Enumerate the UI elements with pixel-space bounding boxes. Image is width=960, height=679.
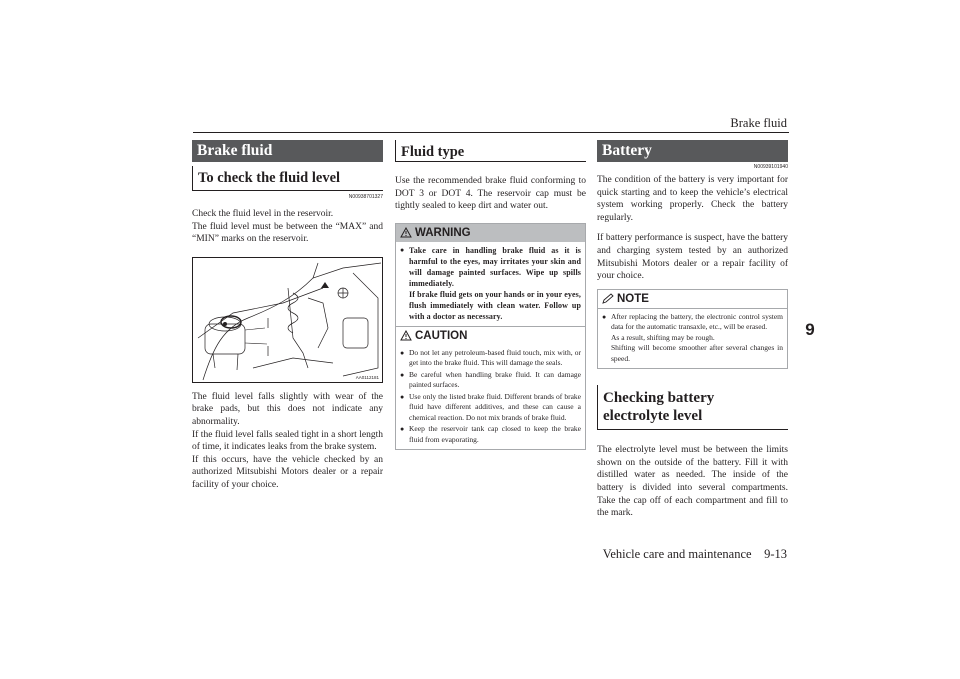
caution-item [400,424,581,445]
column-fluid-type [395,140,586,450]
warning-title-bar [396,224,585,242]
battery-condition-paragraph: The condition of the battery is very important for quick starting and to keep the vehicle’s electrical system working properly. Check the battery regularly. [597,175,788,223]
note-item [602,312,783,365]
caution-item-text: Use only the listed brake fluid. Different brands of brake fluid have different additives, and these can cause a chemical reaction. Do not mix brands of brake fluid. [409,391,581,422]
caution-item-text: Do not let any petroleum-based fluid touch, mix with, or get into the brake fluid. This will damage the seals. [409,347,581,368]
footer-section-page [603,547,787,562]
footer-page-number: 9-13 [764,547,787,561]
caution-item [400,370,581,391]
electrolyte-paragraph: The electrolyte level must be between the limits shown on the outside of the battery. Fill it with distilled water as needed. The inside of the battery is divided into several compartments. Take the cap off of each compartment and fill to the mark. [597,445,788,519]
caution-triangle-icon [400,330,412,341]
warning-box [395,223,586,327]
section-code: N00939101940 [753,164,788,170]
figure-code: AA0112181 [355,374,379,380]
warning-body [396,242,585,326]
caution-item-text: Keep the reservoir tank cap closed to keep the brake fluid from evaporating. [409,424,581,444]
note-item-text: After replacing the battery, the electronic control system data for the automatic transaxle, etc., will be erased. As a result, shifting may be rough. Shifting will become smoother after several changes in speed. [611,311,783,363]
section-code: N00938701327 [348,194,383,200]
note-body [598,309,787,369]
running-header-title: Brake fluid [730,116,787,130]
bullet-icon: ● [400,392,405,401]
subheading-battery-electrolyte: Checking battery electrolyte level [597,385,788,430]
check-level-paragraph: Check the fluid level in the reservoir. The fluid level must be between the “MAX” and “MIN” marks on the reservoir. [192,209,383,245]
caution-body [396,345,585,450]
warning-triangle-icon [400,227,412,238]
warning-item [400,245,581,322]
header-rule [193,132,789,133]
caution-title-bar [396,327,585,345]
subheading-check-fluid-level: To check the fluid level [192,166,383,191]
caution-item [400,392,581,424]
chapter-tab: 9 [800,311,820,349]
note-title-bar [598,290,787,309]
column-battery [597,140,788,520]
bullet-icon: ● [400,245,405,254]
section-heading-battery: Battery [597,140,788,162]
bullet-icon: ● [400,425,405,434]
bullet-icon: ● [400,348,405,357]
brake-reservoir-illustration [192,257,383,383]
caution-box [395,327,586,451]
warning-title: WARNING [415,226,471,239]
fluid-type-paragraph: Use the recommended brake fluid conforming to DOT 3 or DOT 4. The reservoir cap must be tightly sealed to keep dirt and water out. [395,176,586,212]
column-brake-fluid [192,140,383,492]
caution-title: CAUTION [415,329,468,342]
note-pencil-icon [602,293,614,304]
warning-item-text: Take care in handling brake fluid as it is harmful to the eyes, may irritates your skin and will damage painted surfaces. Wipe up spills immediately. If brake fluid gets on your hands or in your eyes, flush immediately with clean water. Follow up with a doctor as necessary. [409,245,581,321]
footer-section: Vehicle care and maintenance [602,547,752,561]
engine-bay-drawing [193,258,382,382]
subheading-fluid-type: Fluid type [395,140,586,162]
caution-item-text: Be careful when handling brake fluid. It can damage painted surfaces. [409,369,581,390]
note-box [597,289,788,370]
note-title: NOTE [617,292,649,305]
fluid-level-falls-paragraph: The fluid level falls slightly with wear of the brake pads, but this does not indicate any abnormality. If the fluid level falls sealed tight in a short length of time, it indicates leaks from the brake system. If this occurs, have the vehicle checked by an authorized Mitsubishi Motors dealer or a repair facility of your choice. [192,391,383,490]
battery-performance-paragraph: If battery performance is suspect, have the battery and charging system tested by an authorized Mitsubishi Motors dealer or a repair facility of your choice. [597,233,788,282]
section-heading-brake-fluid: Brake fluid [192,140,383,162]
bullet-icon: ● [400,370,405,379]
caution-item [400,348,581,369]
bullet-icon: ● [602,312,607,321]
